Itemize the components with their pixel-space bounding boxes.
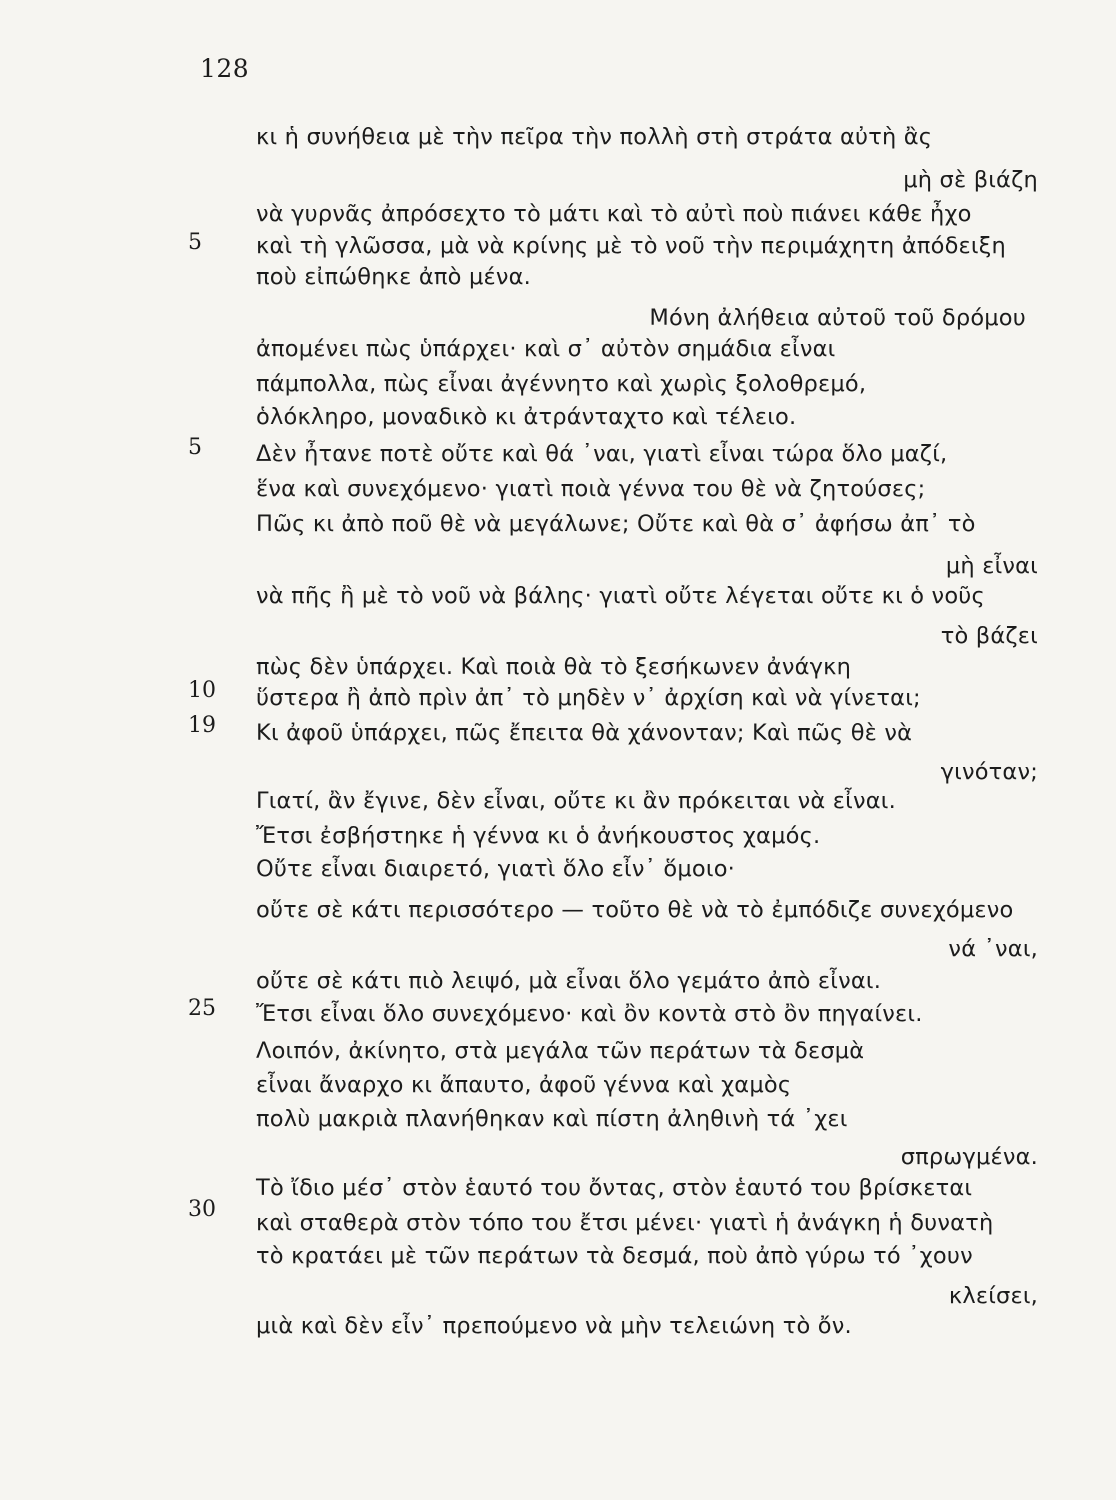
poem-line: νὰ πῆς ἢ μὲ τὸ νοῦ νὰ βάλης· γιατὶ οὔτε λέγεται οὔτε κι ὁ νοῦς xyxy=(256,583,985,609)
line-number: 30 xyxy=(188,1197,216,1222)
poem-line: Ἔτσι ἐσβήστηκε ἡ γέννα κι ὁ ἀνήκουστος χαμός. xyxy=(256,823,821,849)
poem-line-continuation: μὴ εἶναι xyxy=(945,553,1038,579)
page-number: 128 xyxy=(200,54,250,83)
poem-line: καὶ τὴ γλῶσσα, μὰ νὰ κρίνης μὲ τὸ νοῦ τὴν περιμάχητη ἀπόδειξη xyxy=(256,233,1006,259)
poem-line: ὕστερα ἢ ἀπὸ πρὶν ἀπ᾽ τὸ μηδὲν ν᾽ ἀρχίση καὶ νὰ γίνεται; xyxy=(256,685,921,711)
poem-line: Λοιπόν, ἀκίνητο, στὰ μεγάλα τῶν περάτων τὰ δεσμὰ xyxy=(256,1038,865,1064)
poem-line: οὔτε σὲ κάτι πιὸ λειψό, μὰ εἶναι ὅλο γεμάτο ἀπὸ εἶναι. xyxy=(256,968,882,994)
poem-line: Κι ἀφοῦ ὑπάρχει, πῶς ἔπειτα θὰ χάνονταν; Καὶ πῶς θὲ νὰ xyxy=(256,720,913,746)
poem-line-continuation: κλείσει, xyxy=(948,1283,1038,1309)
poem-line: ἀπομένει πὼς ὑπάρχει· καὶ σ᾽ αὐτὸν σημάδια εἶναι xyxy=(256,336,836,362)
poem-line-continuation: νά ᾽ναι, xyxy=(948,936,1038,962)
poem-line: οὔτε σὲ κάτι περισσότερο — τοῦτο θὲ νὰ τὸ ἐμπόδιζε συνεχόμενο xyxy=(256,897,1014,923)
poem-line: ὁλόκληρο, μοναδικὸ κι ἀτράνταχτο καὶ τέλειο. xyxy=(256,404,797,430)
poem-line: Πῶς κι ἀπὸ ποῦ θὲ νὰ μεγάλωνε; Οὔτε καὶ θὰ σ᾽ ἀφήσω ἀπ᾽ τὸ xyxy=(256,511,976,537)
poem-line: ἕνα καὶ συνεχόμενο· γιατὶ ποιὰ γέννα του θὲ νὰ ζητούσες; xyxy=(256,476,926,502)
poem-line: πὼς δὲν ὑπάρχει. Καὶ ποιὰ θὰ τὸ ξεσήκωνεν ἀνάγκη xyxy=(256,654,852,680)
poem-line: εἶναι ἄναρχο κι ἄπαυτο, ἀφοῦ γέννα καὶ χαμὸς xyxy=(256,1072,792,1098)
poem-line: μιὰ καὶ δὲν εἶν᾽ πρεπούμενο νὰ μὴν τελειώνη τὸ ὄν. xyxy=(256,1313,852,1339)
poem-line: Τὸ ἴδιο μέσ᾽ στὸν ἑαυτό του ὄντας, στὸν ἑαυτό του βρίσκεται xyxy=(256,1175,973,1201)
poem-line: πάμπολλα, πὼς εἶναι ἀγέννητο καὶ χωρὶς ξολοθρεμό, xyxy=(256,371,867,397)
poem-line: Γιατί, ἂν ἔγινε, δὲν εἶναι, οὔτε κι ἂν πρόκειται νὰ εἶναι. xyxy=(256,788,896,814)
poem-line: Δὲν ἦτανε ποτὲ οὔτε καὶ θά ᾽ναι, γιατὶ εἶναι τώρα ὅλο μαζί, xyxy=(256,441,948,467)
poem-line: καὶ σταθερὰ στὸν τόπο του ἔτσι μένει· γιατὶ ἡ ἀνάγκη ἡ δυνατὴ xyxy=(256,1210,994,1236)
line-number: 5 xyxy=(188,230,202,255)
poem-line: κι ἡ συνήθεια μὲ τὴν πεῖρα τὴν πολλὴ στὴ στράτα αὐτὴ ἂς xyxy=(256,124,933,150)
poem-line: Μόνη ἀλήθεια αὐτοῦ τοῦ δρόμου xyxy=(649,305,1026,331)
poem-line-continuation: σπρωγμένα. xyxy=(900,1144,1038,1170)
poem-line-continuation: γινόταν; xyxy=(940,759,1038,785)
poem-line: νὰ γυρνᾶς ἀπρόσεχτο τὸ μάτι καὶ τὸ αὐτὶ ποὺ πιάνει κάθε ἦχο xyxy=(256,201,972,227)
line-number: 5 xyxy=(188,435,202,460)
poem-line: Ἔτσι εἶναι ὅλο συνεχόμενο· καὶ ὂν κοντὰ στὸ ὂν πηγαίνει. xyxy=(256,1001,923,1027)
line-number: 19 xyxy=(188,713,216,738)
line-number: 25 xyxy=(188,996,216,1021)
line-number: 10 xyxy=(188,678,216,703)
poem-line-continuation: τὸ βάζει xyxy=(940,623,1038,649)
poem-line-continuation: μὴ σὲ βιάζη xyxy=(903,167,1038,193)
poem-line: ποὺ εἰπώθηκε ἀπὸ μένα. xyxy=(256,264,531,290)
poem-line: Οὔτε εἶναι διαιρετό, γιατὶ ὅλο εἶν᾽ ὅμοιο· xyxy=(256,856,736,882)
poem-line: τὸ κρατάει μὲ τῶν περάτων τὰ δεσμά, ποὺ ἀπὸ γύρω τό ᾽χουν xyxy=(256,1243,973,1269)
poem-line: πολὺ μακριὰ πλανήθηκαν καὶ πίστη ἀληθινὴ τά ᾽χει xyxy=(256,1106,848,1132)
